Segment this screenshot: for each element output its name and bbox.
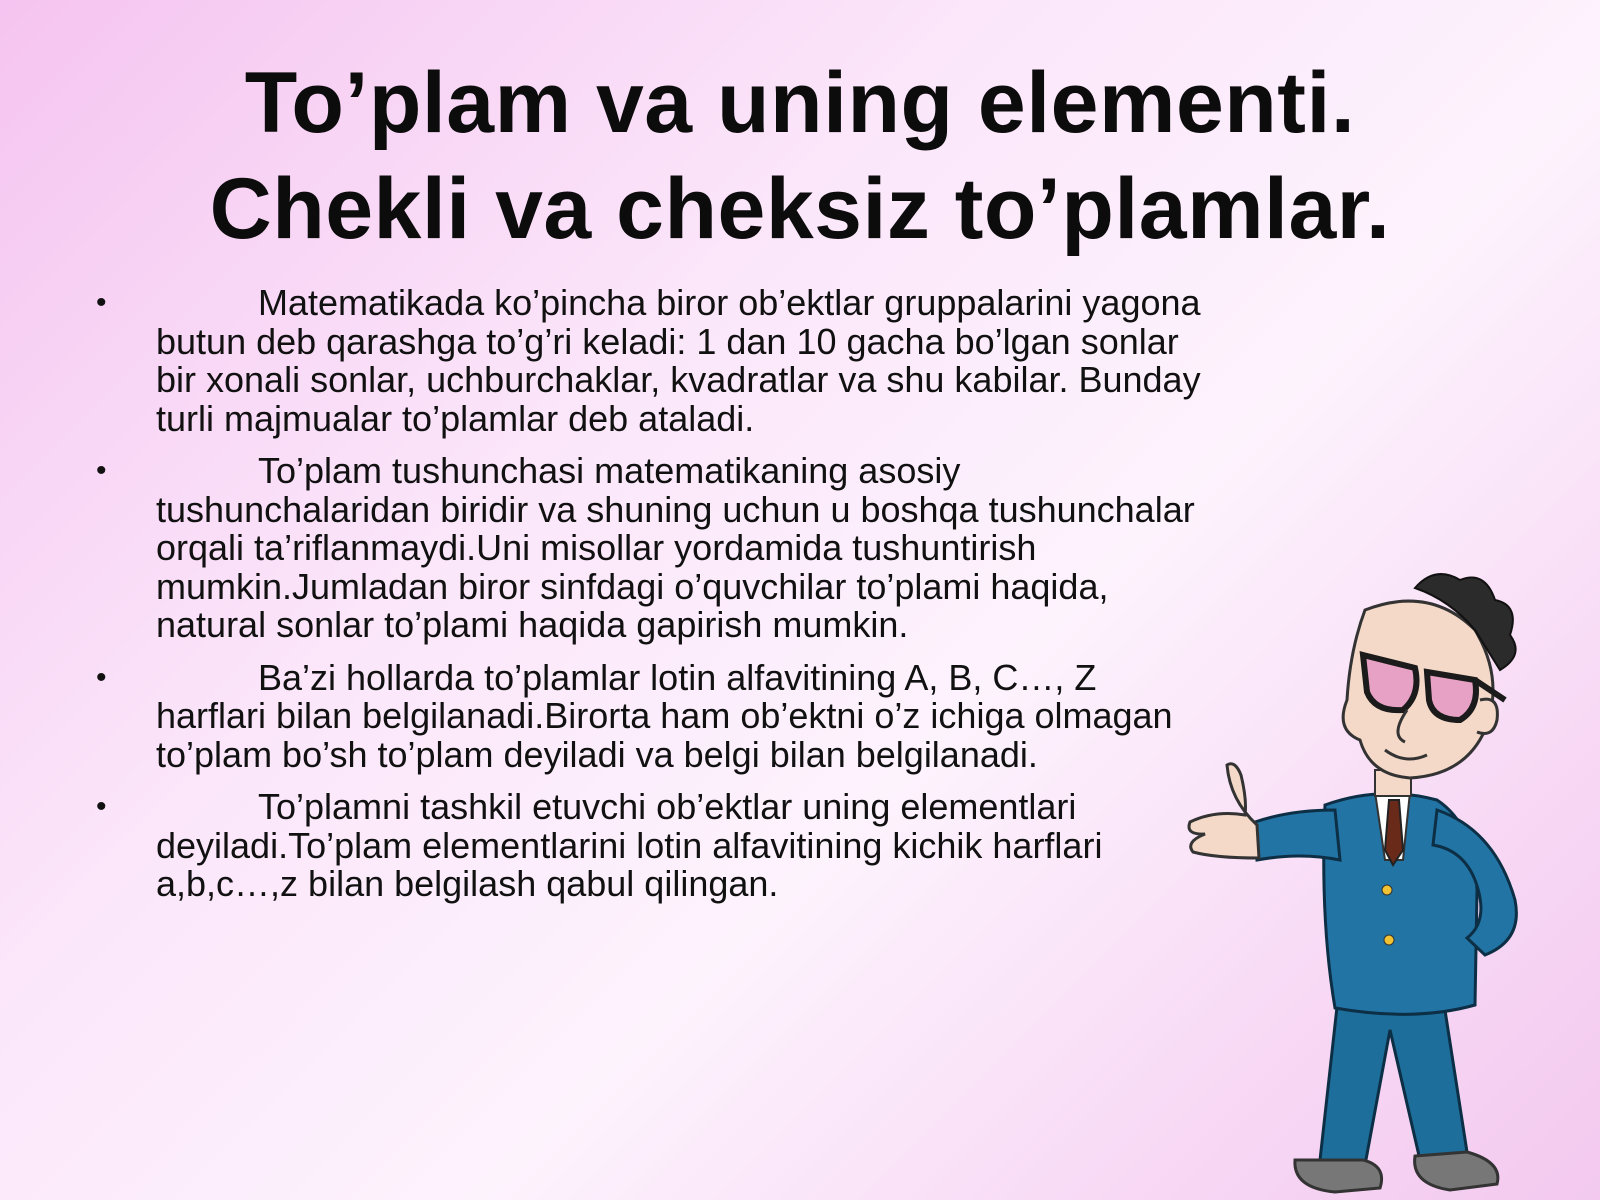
bullet-dot: • xyxy=(96,790,107,823)
title-line-2: Chekli va cheksiz to’plamlar. xyxy=(209,161,1391,257)
bullet-text: Ba’zi hollarda to’plamlar lotin alfavitining A, B, C…, Z harflari bilan belgilanadi.Birorta ham ob’ektni o’z ichiga olmagan to’plam bo’sh to’plam deyiladi va belgi bilan belgilanadi. xyxy=(156,656,1173,775)
bullet-text: Matematikada ko’pincha biror ob’ektlar gruppalarini yagona butun deb qarashga to’g’ri keladi: 1 dan 10 gacha bo’lgan sonlar bir xonali sonlar, uchburchaklar, kvadratlar va shu kabilar. Bunday turli majmualar to’plamlar deb ataladi. xyxy=(156,282,1201,439)
bullet-item xyxy=(96,284,1216,438)
bullet-dot: • xyxy=(96,286,107,319)
bullet-item xyxy=(96,788,1216,904)
bullet-list xyxy=(96,284,1216,918)
bullet-dot: • xyxy=(96,660,107,694)
bullet-item xyxy=(96,656,1216,775)
bullet-text: To’plam tushunchasi matematikaning asosiy tushunchalaridan biridir va shuning uchun u boshqa tushunchalar orqali ta’riflanmaydi.Uni misollar yordamida tushuntirish mumkin.Jumladan biror sinfdagi o’quvchilar to’plami haqida, natural sonlar to’plami haqida gapirish mumkin. xyxy=(156,450,1195,645)
bullet-text: To’plamni tashkil etuvchi ob’ektlar uning elementlari deyiladi.To’plam elementlarini lotin alfavitining kichik harflari a,b,c…,z bilan belgilash qabul qilingan. xyxy=(156,786,1103,904)
slide-title xyxy=(0,50,1600,262)
cartoon-teacher-icon xyxy=(1175,560,1595,1200)
bullet-dot: • xyxy=(96,454,107,487)
title-line-1: To’plam va uning elementi. xyxy=(244,55,1356,151)
bullet-item xyxy=(96,452,1216,645)
